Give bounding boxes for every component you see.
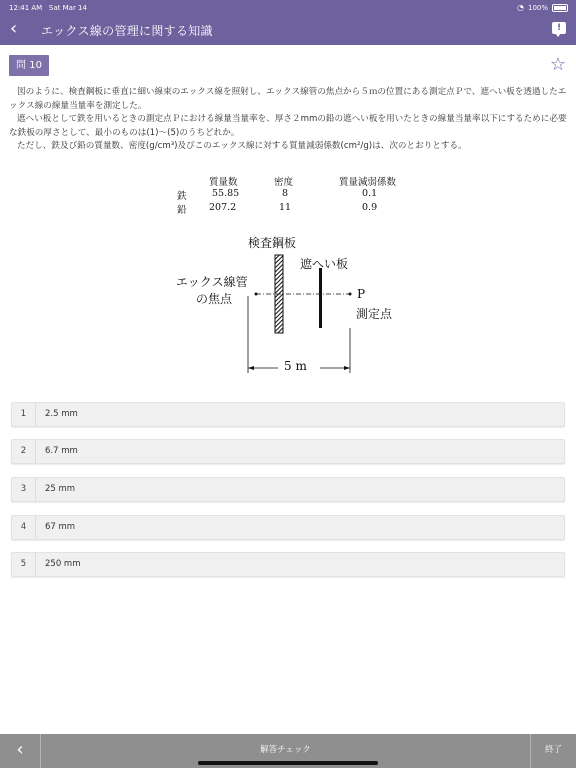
header-mass-number: 質量数	[209, 177, 238, 188]
end-button[interactable]: 終了	[530, 734, 576, 768]
question-paragraph: 図のように、検査鋼板に垂直に細い線束のエックス線を照射し、エックス線管の焦点から５ｍの位置にある測定点Ｐで、遮へい板を透過したエックス線の線量当量率を測定した。	[9, 87, 567, 111]
answer-number: 1	[12, 403, 36, 426]
row-mass-number: 207.2	[209, 202, 237, 213]
home-indicator[interactable]	[198, 761, 378, 765]
status-right	[517, 3, 568, 12]
answer-check-button[interactable]: 解答チェック	[260, 745, 311, 755]
row-mass-number: 55.85	[212, 188, 240, 199]
geometry-diagram	[170, 228, 410, 383]
focus-point	[255, 293, 258, 296]
question-paragraph: 遮へい板として鉄を用いるときの測定点Ｐにおける線量当量率を、厚さ２mmの鉛の遮へい板を用いたときの線量当量率以下にするために必要な鉄板の厚さとして、最小のものは(1)〜(5)のうちどれか。	[9, 114, 567, 138]
star-icon[interactable]: ☆	[549, 54, 566, 75]
label-distance: 5 m	[284, 359, 307, 373]
label-steel-plate: 検査鋼板	[248, 236, 297, 250]
page-title: エックス線の管理に関する知識	[41, 24, 213, 38]
question-number-badge: 問 10	[9, 55, 49, 76]
answer-option-4[interactable]	[11, 515, 565, 540]
answer-number: 2	[12, 440, 36, 463]
answer-number: 4	[12, 516, 36, 539]
answer-option-1[interactable]	[11, 402, 565, 427]
answer-value: 25 mm	[45, 484, 76, 494]
label-shield: 遮へい板	[300, 257, 349, 271]
answer-option-3[interactable]	[11, 477, 565, 502]
answer-value: 2.5 mm	[45, 409, 78, 419]
feedback-icon[interactable]: !	[552, 22, 566, 34]
status-bar	[0, 0, 576, 14]
row-density: 11	[279, 202, 292, 213]
answer-value: 67 mm	[45, 522, 76, 532]
row-name: 鉛	[177, 205, 187, 216]
back-icon[interactable]: ‹	[10, 18, 18, 39]
question-paragraph: ただし、鉄及び鉛の質量数、密度(g/cm³)及びこのエックス線に対する質量減弱係数(cm²/g)は、次のとおりとする。	[17, 141, 467, 151]
arrowhead-left	[248, 366, 254, 370]
measure-point	[349, 293, 352, 296]
answer-option-2[interactable]	[11, 439, 565, 464]
row-density: 8	[282, 188, 289, 199]
battery-percent: 100%	[527, 3, 548, 12]
row-coefficient: 0.9	[362, 202, 378, 213]
answer-value: 6.7 mm	[45, 446, 78, 456]
question-text	[9, 86, 567, 154]
previous-icon[interactable]: ‹	[0, 734, 41, 768]
header-density: 密度	[274, 177, 294, 188]
top-bar	[0, 0, 576, 45]
status-time: 12:41 AM Sat Mar 14	[9, 4, 87, 12]
arrowhead-right	[344, 366, 350, 370]
answer-value: 250 mm	[45, 559, 81, 569]
row-coefficient: 0.1	[362, 188, 378, 199]
answer-option-5[interactable]	[11, 552, 565, 577]
shield-plate	[319, 268, 322, 328]
battery-icon	[552, 4, 568, 12]
label-measure-point: 測定点	[356, 307, 393, 321]
label-focus: の焦点	[196, 292, 233, 306]
label-tube: エックス線管	[176, 275, 248, 289]
row-name: 鉄	[177, 191, 187, 202]
header-coefficient: 質量減弱係数	[339, 177, 397, 188]
answer-number: 5	[12, 553, 36, 576]
nav-bar	[0, 14, 576, 45]
answer-number: 3	[12, 478, 36, 501]
label-p: P	[357, 287, 366, 301]
wifi-icon: ◔	[517, 3, 524, 12]
